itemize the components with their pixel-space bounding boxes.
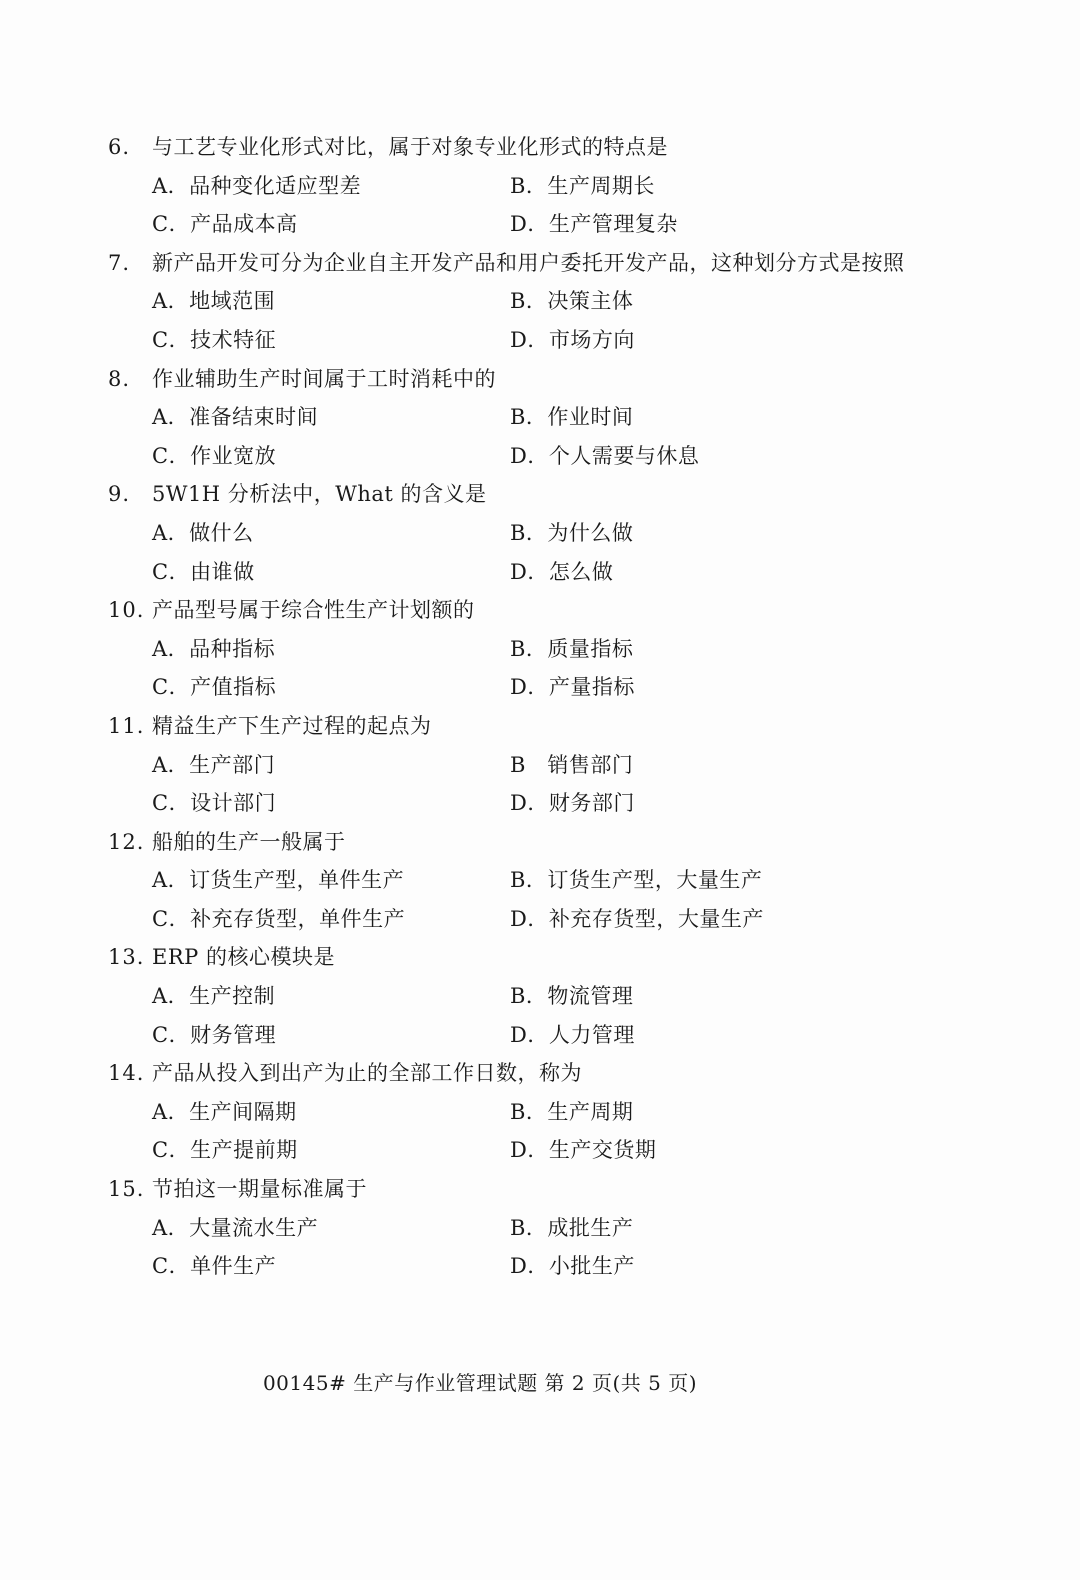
option-a: A．生产间隔期 (152, 1099, 297, 1124)
option-a: A．准备结束时间 (152, 405, 319, 430)
option-c: C．技术特征 (152, 327, 277, 352)
option-b: B．为什么做 (510, 520, 634, 545)
option-d: D．生产交货期 (510, 1138, 657, 1163)
question-stem: 船舶的生产一般属于 (152, 829, 346, 854)
option-row (108, 437, 988, 476)
option-c: C．单件生产 (152, 1254, 277, 1279)
question-stem-line (108, 591, 988, 630)
option-b: B．成批生产 (510, 1215, 634, 1240)
option-a: A．生产控制 (152, 984, 276, 1009)
option-b: B．决策主体 (510, 289, 634, 314)
question-stem-line (108, 128, 988, 167)
option-b: B 销售部门 (510, 752, 634, 777)
question-number: 8. (108, 366, 131, 391)
question-number: 6. (108, 135, 131, 159)
option-b: B．质量指标 (510, 636, 634, 661)
option-d: D．产量指标 (510, 675, 635, 700)
option-c: C．生产提前期 (152, 1138, 298, 1163)
option-a: A．品种指标 (152, 636, 276, 661)
question-7 (108, 244, 988, 360)
option-c: C．财务管理 (152, 1022, 277, 1047)
option-row (108, 1131, 988, 1170)
option-a: A．做什么 (152, 520, 254, 545)
option-row (108, 1247, 988, 1286)
option-d: D．人力管理 (510, 1022, 635, 1047)
question-6 (108, 128, 988, 244)
option-d: D．市场方向 (510, 327, 635, 352)
question-stem-line (108, 244, 988, 283)
option-c: C．补充存货型，单件生产 (152, 906, 406, 931)
option-b: B．生产周期 (510, 1099, 634, 1124)
question-stem-line (108, 1054, 988, 1093)
option-d: D．小批生产 (510, 1254, 635, 1279)
option-row (108, 282, 988, 321)
question-stem: 作业辅助生产时间属于工时消耗中的 (152, 366, 496, 391)
question-15 (108, 1170, 988, 1286)
option-c: C．作业宽放 (152, 443, 277, 468)
option-c: C．产品成本高 (152, 212, 298, 237)
question-stem: ERP 的核心模块是 (152, 945, 335, 970)
question-number: 7. (108, 250, 131, 275)
option-d: D．怎么做 (510, 559, 614, 584)
option-row (108, 977, 988, 1016)
question-10 (108, 591, 988, 707)
option-row (108, 167, 988, 206)
option-c: C．产值指标 (152, 675, 277, 700)
question-12 (108, 823, 988, 939)
question-stem: 产品型号属于综合性生产计划额的 (152, 598, 475, 623)
option-a: A．品种变化适应型差 (152, 173, 362, 198)
question-number: 10. (108, 598, 145, 623)
option-row (108, 398, 988, 437)
option-d: D．财务部门 (510, 791, 635, 816)
option-d: D．生产管理复杂 (510, 212, 678, 237)
question-13 (108, 938, 988, 1054)
question-stem-line (108, 938, 988, 977)
question-number: 13. (108, 945, 145, 970)
option-b: B．物流管理 (510, 984, 634, 1009)
option-a: A．大量流水生产 (152, 1215, 319, 1240)
option-row (108, 784, 988, 823)
question-11 (108, 707, 988, 823)
option-row (108, 900, 988, 939)
question-number: 15. (108, 1177, 145, 1202)
option-row (108, 514, 988, 553)
option-b: B．生产周期长 (510, 173, 655, 198)
option-row (108, 1016, 988, 1055)
question-number: 9. (108, 482, 131, 507)
question-number: 12. (108, 829, 145, 854)
question-stem-line (108, 360, 988, 399)
option-row (108, 1209, 988, 1248)
option-c: C．设计部门 (152, 791, 277, 816)
option-b: B．作业时间 (510, 405, 634, 430)
question-stem: 产品从投入到出产为止的全部工作日数，称为 (152, 1061, 582, 1086)
option-a: A．生产部门 (152, 752, 276, 777)
option-row (108, 746, 988, 785)
option-row (108, 205, 988, 244)
question-stem: 与工艺专业化形式对比，属于对象专业化形式的特点是 (152, 135, 668, 159)
question-stem-line (108, 1170, 988, 1209)
option-a: A．地域范围 (152, 289, 276, 314)
question-number: 11. (108, 713, 145, 738)
question-stem: 新产品开发可分为企业自主开发产品和用户委托开发产品，这种划分方式是按照 (152, 250, 905, 275)
question-number: 14. (108, 1061, 145, 1086)
question-8 (108, 360, 988, 476)
option-b: B．订货生产型，大量生产 (510, 868, 763, 893)
option-row (108, 861, 988, 900)
question-9 (108, 475, 988, 591)
option-d: D．补充存货型，大量生产 (510, 906, 764, 931)
question-stem: 节拍这一期量标准属于 (152, 1177, 367, 1202)
question-stem: 精益生产下生产过程的起点为 (152, 713, 432, 738)
question-list (108, 128, 988, 1286)
question-stem-line (108, 475, 988, 514)
option-row (108, 553, 988, 592)
option-row (108, 668, 988, 707)
option-row (108, 321, 988, 360)
question-stem-line (108, 707, 988, 746)
page-footer: 00145# 生产与作业管理试题 第 2 页(共 5 页) (262, 1371, 698, 1395)
option-d: D．个人需要与休息 (510, 443, 700, 468)
question-stem: 5W1H 分析法中，What 的含义是 (152, 482, 487, 507)
option-c: C．由谁做 (152, 559, 255, 584)
question-14 (108, 1054, 988, 1170)
option-row (108, 630, 988, 669)
option-a: A．订货生产型，单件生产 (152, 868, 405, 893)
question-stem-line (108, 823, 988, 862)
option-row (108, 1093, 988, 1132)
